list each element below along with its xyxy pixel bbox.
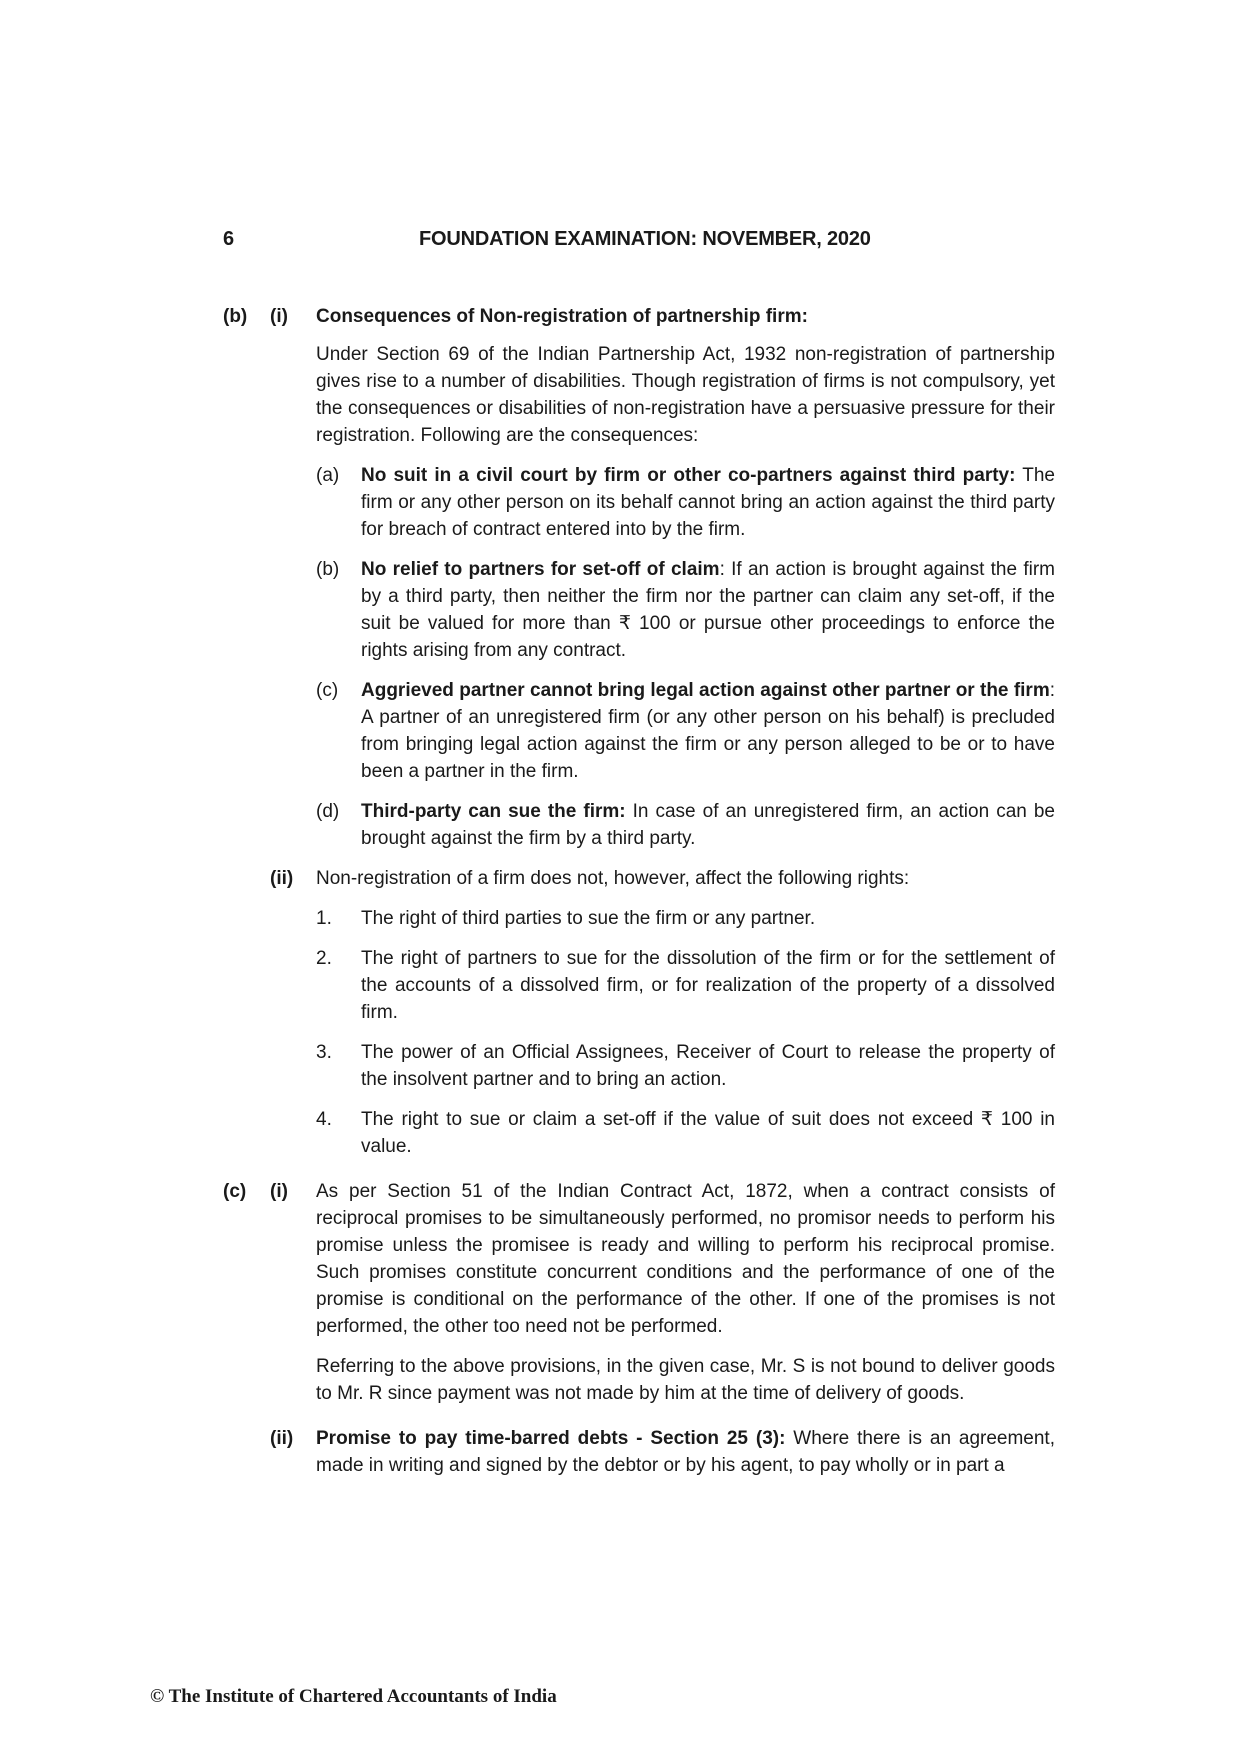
item-label: 3. [316, 1042, 332, 1063]
paragraph: As per Section 51 of the Indian Contract Act, 1872, when a contract consists of reciprocal promises to be simultaneously performed, no promisor needs to perform his promise unless the promisee is ready and willing to perform his reciprocal promise. Such promises constitute concurrent conditions and the performance of one of the promise is conditional on the performance of the other. If one of the promises is not performed, the other too need not be performed. [316, 1181, 1055, 1337]
item-label: 4. [316, 1109, 332, 1130]
item-text: The power of an Official Assignees, Receiver of Court to release the property of the insolvent partner and to bring an action. [361, 1042, 1055, 1090]
item-heading: No suit in a civil court by firm or other co-partners against third party: [361, 465, 1016, 486]
list-item [316, 905, 1055, 932]
subsection-c-ii-label: (ii) [270, 1428, 294, 1449]
item-label: (b) [316, 559, 340, 580]
list-item [316, 1106, 1055, 1160]
intro-paragraph: Under Section 69 of the Indian Partnership Act, 1932 non-registration of partnership gives rise to a number of disabilities. Though registration of firms is not compulsory, yet the consequences or disabilities of non-registration have a persuasive pressure for their registration. Following are the consequences: [316, 344, 1055, 446]
page-header [0, 228, 1241, 254]
paragraph-text: Where there is an agreement, made in writing and signed by the debtor or by his agent, to pay wholly or in part a [316, 1428, 1055, 1476]
page-content [223, 303, 1055, 1479]
page-number: 6 [223, 228, 235, 250]
section-c-ii [223, 1425, 1055, 1479]
subsection-b-i-label: (i) [270, 306, 288, 327]
paragraph: Referring to the above provisions, in the given case, Mr. S is not bound to deliver goods to Mr. R since payment was not made by him at the time of delivery of goods. [316, 1356, 1055, 1404]
list-item [316, 1039, 1055, 1093]
subsection-b-ii-label: (ii) [270, 868, 294, 889]
item-label: 1. [316, 908, 332, 929]
section-c-label: (c) [223, 1181, 247, 1202]
item-heading: No relief to partners for set-off of claim [361, 559, 720, 580]
intro-paragraph: Non-registration of a firm does not, however, affect the following rights: [316, 868, 910, 889]
paragraph [316, 1425, 1055, 1479]
section-b-label: (b) [223, 306, 248, 327]
item-text: In case of an unregistered firm, an action can be brought against the firm by a third party. [361, 801, 1055, 849]
list-item [316, 556, 1055, 664]
copyright-footer: © The Institute of Chartered Accountants of India [150, 1686, 557, 1707]
item-text: The right of third parties to sue the firm or any partner. [361, 908, 816, 929]
item-label: (d) [316, 801, 340, 822]
page-title: FOUNDATION EXAMINATION: NOVEMBER, 2020 [419, 228, 871, 250]
paragraph-heading: Promise to pay time-barred debts - Section 25 (3): [316, 1428, 786, 1449]
item-text: The right to sue or claim a set-off if the value of suit does not exceed ₹ 100 in value. [361, 1109, 1055, 1157]
item-label: (c) [316, 680, 339, 701]
item-heading: Aggrieved partner cannot bring legal action against other partner or the firm [361, 680, 1050, 701]
subsection-c-i-label: (i) [270, 1181, 288, 1202]
item-label: 2. [316, 948, 332, 969]
list-item [316, 462, 1055, 543]
list-item [316, 945, 1055, 1026]
list-item [316, 677, 1055, 785]
item-label: (a) [316, 465, 340, 486]
section-c-i [223, 1178, 1055, 1407]
section-heading: Consequences of Non-registration of partnership firm: [316, 306, 808, 327]
item-text: The right of partners to sue for the dissolution of the firm or for the settlement of the accounts of a dissolved firm, or for realization of the property of a dissolved firm. [361, 948, 1055, 1023]
section-b-ii [223, 865, 1055, 1160]
item-text: The firm or any other person on its behalf cannot bring an action against the third party for breach of contract entered into by the firm. [361, 465, 1055, 540]
item-text: : If an action is brought against the firm by a third party, then neither the firm nor the partner can claim any set-off, if the suit be valued for more than ₹ 100 or pursue other proceedings to enforce the rights arising from any contract. [361, 559, 1056, 661]
item-text: : A partner of an unregistered firm (or any other person on his behalf) is precluded from bringing legal action against the firm or any person alleged to be or to have been a partner in the firm. [361, 680, 1055, 782]
list-item [316, 798, 1055, 852]
section-b-i [223, 303, 1055, 852]
item-heading: Third-party can sue the firm: [361, 801, 626, 822]
